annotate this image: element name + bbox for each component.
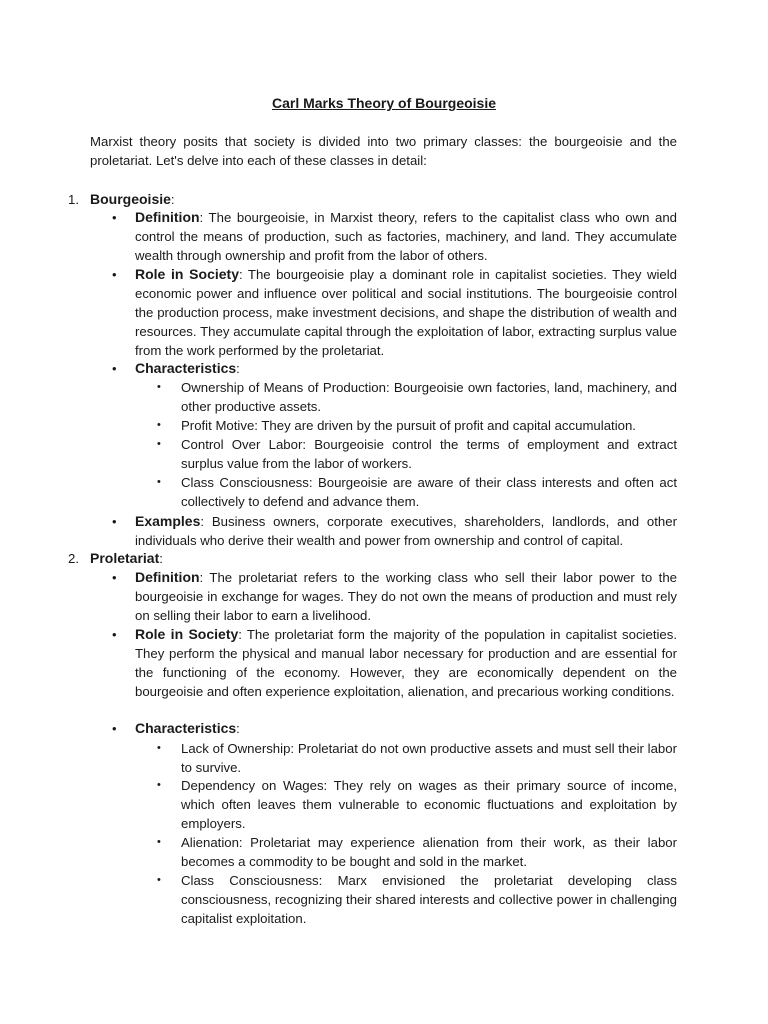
section-number: 2. — [68, 551, 79, 566]
section-name: Bourgeoisie — [90, 191, 171, 207]
item-text: : — [236, 361, 240, 376]
bullet-icon: • — [112, 514, 117, 529]
item-heading: Examples — [135, 513, 201, 529]
item-text: : — [236, 721, 240, 736]
bullet-icon: • — [157, 836, 161, 848]
item-text: : The proletariat form the majority of the population in capitalist societies. They perform the physical and manual labor necessary for production and are essential for the functioning of the economy. However, they are economically dependent on the bourgeoisie and often experience exploitation, alienation, and precarious working conditions. — [135, 627, 678, 699]
section-colon: : — [159, 551, 163, 566]
sub-item-text: Alienation: Proletariat may experience alienation from their work, as their labor becomes a commodity to be bought and sold in the market. — [181, 835, 677, 869]
bullet-icon: • — [112, 721, 117, 736]
bullet-icon: • — [112, 361, 117, 376]
section-name: Proletariat — [90, 550, 160, 566]
sub-item-text: Profit Motive: They are driven by the pursuit of profit and capital accumulation. — [181, 418, 636, 433]
item-text: : The bourgeoisie, in Marxist theory, refers to the capitalist class who own and control the means of production, such as factories, machinery, and land. They accumulate wealth through ownership and profit from the labor of others. — [135, 210, 677, 263]
item-text: : The proletariat refers to the working class who sell their labor power to the bourgeoisie in exchange for wages. They do not own the means of production and must rely on selling their labor to earn a livelihood. — [135, 570, 677, 623]
bullet-icon: • — [112, 267, 117, 282]
bullet-icon: • — [157, 419, 161, 431]
section-colon: : — [170, 192, 175, 207]
bullet-icon: • — [157, 874, 161, 886]
sub-item-text: Class Consciousness: Marx envisioned the proletariat developing class consciousness, recognizing their shared interests and collective power in challenging capitalist exploitation. — [181, 873, 677, 926]
item-heading: Role in Society — [135, 626, 239, 642]
item-heading: Definition — [135, 569, 200, 585]
section-heading-proletariat — [68, 549, 163, 568]
bullet-icon: • — [157, 476, 161, 488]
sub-item-text: Dependency on Wages: They rely on wages as their primary source of income, which often leaves them vulnerable to economic fluctuations and exploitation by employers. — [181, 778, 677, 831]
bullet-icon: • — [157, 381, 161, 393]
sub-item-text: Control Over Labor: Bourgeoisie control the terms of employment and extract surplus value from the labor of workers. — [181, 437, 677, 471]
bullet-icon: • — [112, 627, 117, 642]
bullet-icon: • — [157, 779, 161, 791]
item-text: : Business owners, corporate executives, shareholders, landlords, and other individuals who derive their wealth and power from ownership and control of capital. — [135, 514, 677, 548]
bullet-icon: • — [112, 570, 117, 585]
document-title: Carl Marks Theory of Bourgeoisie — [271, 95, 497, 111]
bullet-icon: • — [157, 438, 161, 450]
sub-item-text: Lack of Ownership: Proletariat do not own productive assets and must sell their labor to survive. — [181, 741, 677, 775]
item-heading: Role in Society — [135, 266, 239, 282]
sub-item-text: Ownership of Means of Production: Bourgeoisie own factories, land, machinery, and other productive assets. — [181, 380, 677, 414]
item-heading: Characteristics — [135, 720, 237, 736]
section-heading-bourgeoisie — [68, 190, 175, 209]
item-heading: Definition — [135, 209, 200, 225]
sub-item-text: Class Consciousness: Bourgeoisie are aware of their class interests and often act collectively to defend and advance them. — [181, 475, 677, 509]
bullet-icon: • — [112, 210, 117, 225]
item-text: : The bourgeoisie play a dominant role in capitalist societies. They wield economic power and influence over political and social institutions. The bourgeoisie control the production process, make investment decisions, and shape the distribution of wealth and resources. They accumulate capital through the exploitation of labor, extracting surplus value from the work performed by the proletariat. — [135, 267, 677, 358]
item-heading: Characteristics — [135, 360, 237, 376]
intro-paragraph: Marxist theory posits that society is divided into two primary classes: the bourgeoisie and the proletariat. Let's delve into each of these classes in detail: — [90, 134, 677, 168]
bullet-icon: • — [157, 742, 161, 754]
section-number: 1. — [68, 192, 79, 207]
